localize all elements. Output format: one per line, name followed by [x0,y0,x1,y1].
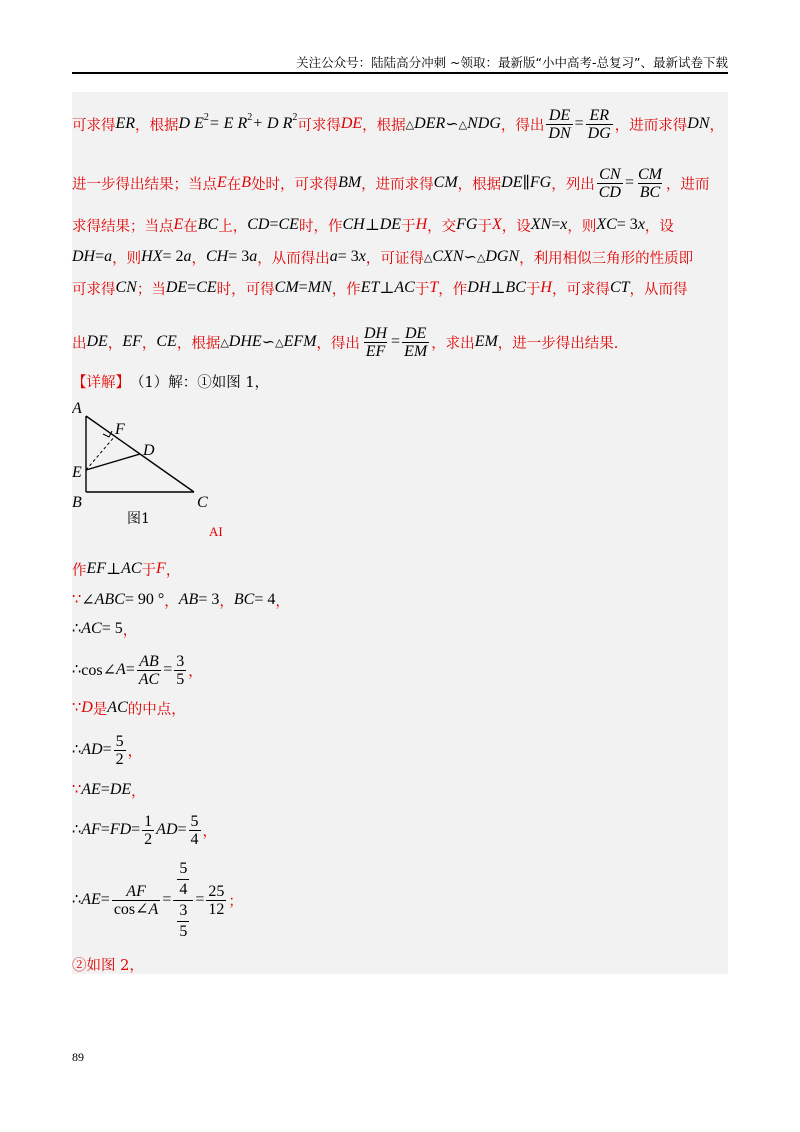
step-line-7 [72,777,728,803]
triangle-symbol: △ [405,118,415,131]
math: EF [86,560,107,577]
math: DH [72,248,96,265]
therefore-symbol: ∴ [72,662,82,678]
analysis-line-5 [72,275,728,301]
math: CH [206,248,229,265]
math: FG [529,174,552,191]
math: DHE [228,333,262,350]
math: AC [394,279,415,296]
compound-fraction: $\frac{\frac{5}{4}}{\frac{3}{5}}$ [173,859,193,942]
math: = [102,741,112,758]
math: DN [687,115,710,132]
text: ， [191,250,206,267]
math: CD [247,216,270,233]
math: AD [156,821,178,838]
text: ，得出 [500,117,545,134]
math: = [131,821,141,838]
math: AD [81,741,103,758]
text: ，进而求得 [361,176,434,193]
text: ，则 [567,218,597,235]
math: BC [505,279,526,296]
math: = 4 [254,591,276,608]
math: = 5 [101,620,123,637]
triangle-symbol: △ [275,336,284,349]
math: + D R [252,115,293,132]
math: = [391,333,401,350]
math: D E [178,115,204,132]
text: ； [228,893,243,910]
text: ，得出 [316,335,360,352]
text: ， [141,335,157,352]
math: = 90 ° [124,591,165,608]
step-line-2 [72,587,728,613]
perp-symbol: ⊥ [364,217,380,234]
text: ，进而 [665,176,710,193]
therefore-symbol: ∴ [72,742,82,758]
math: NDG [467,115,501,132]
math: x [637,216,645,233]
text: ， [164,593,179,610]
label-a: A [72,400,82,417]
math: EFM [283,333,317,350]
header-rule [72,72,728,74]
text: 时，可得 [216,281,275,298]
math: = [551,216,561,233]
triangle-symbol: △ [458,118,468,131]
math: AC [121,560,142,577]
figure-1-diagram [72,397,232,527]
math: a [104,248,113,265]
math: DGN [485,248,520,265]
label-f: F [115,421,125,438]
figure-caption: 图1 [127,511,150,527]
text: ， [202,823,218,840]
step-line-3 [72,616,728,642]
math: DE [379,216,402,233]
math: FD [109,821,132,838]
math: AC [81,620,102,637]
text: 在 [226,176,242,193]
math: H [415,216,428,233]
math: = 2 [162,248,184,265]
math: = 3 [228,248,250,265]
math: = 3 [616,216,638,233]
math: ABC [94,591,125,608]
text: 于 [401,218,416,235]
detail-label: 【详解】 [72,374,130,391]
math: = E R [208,115,248,132]
math: AC [107,699,128,716]
text: ，进一步得出结果. [497,335,619,352]
math: CM [433,174,458,191]
text: ，从而得 [629,281,688,298]
text: ，作 [331,281,361,298]
math: DH [467,279,491,296]
text: ， [131,783,146,800]
therefore-symbol: ∴ [72,892,82,908]
math: E [217,174,227,191]
math: FG [456,216,478,233]
math: CN [115,279,137,296]
triangle-symbol: △ [220,336,229,349]
text: ②如图 2， [72,957,144,974]
math: B [241,174,252,191]
math: = [125,661,135,678]
because-symbol: ∵ [72,592,82,608]
step-line-8 [72,808,728,852]
math: ER [115,115,136,132]
text: 于 [141,562,157,579]
text: 于 [414,281,430,298]
text: 于 [477,218,492,235]
math: T [429,279,439,296]
math: cos∠ [81,662,116,679]
text: ，求出 [431,335,475,352]
math: CT [609,279,630,296]
text: ， [122,622,138,639]
similar-symbol: ∽ [463,249,477,266]
analysis-line-6 [72,318,728,366]
parallel-symbol: ∥ [522,175,530,192]
math-sup: 2 [203,111,209,123]
fraction: $\frac{1}{2}$ [144,812,153,848]
therefore-symbol: ∴ [72,621,82,637]
fraction: $\frac{3}{5}$ [176,652,185,688]
text: 是 [92,701,108,718]
text: 于 [525,281,541,298]
analysis-line-3 [72,212,728,238]
text: ，则 [112,250,142,267]
math-sup: 2 [247,111,253,123]
step-line-1 [72,556,728,582]
math: A [115,661,126,678]
math: = [187,279,197,296]
text: 可求得 [72,281,116,298]
text: ， [107,335,123,352]
math: = [177,821,187,838]
similar-symbol: ∽ [261,334,276,351]
fraction: $\frac{CN}{CD}$ [598,165,621,201]
math: DE [165,279,188,296]
text: 上， [218,218,248,235]
page-header: 关注公众号：陆陆高分冲刺 ~领取：最新版“小中高考-总复习”、最新试卷下载 [296,55,728,70]
text: ，从而得出 [257,250,330,267]
text: ，根据 [135,117,179,134]
text: ， [165,562,181,579]
text: 时，作 [298,218,343,235]
segment-ed [86,454,140,470]
math: AB [178,591,199,608]
math: BC [233,591,255,608]
math: = [298,279,308,296]
page-number: 89 [72,1050,84,1064]
text: 求得结果；当点 [72,218,174,235]
text: ，根据 [362,117,406,134]
text: ， [709,117,725,134]
math: CE [278,216,299,233]
text: ，可证得 [365,250,424,267]
text: ， [188,663,203,680]
math: = [574,115,584,132]
math: BM [338,174,362,191]
analysis-line-2 [72,159,728,207]
math: HX [141,248,163,265]
text: （1）解：①如图 1， [130,374,270,391]
math: E [173,216,184,233]
math: X [491,216,502,233]
text: ，作 [438,281,468,298]
math: CE [156,333,177,350]
perp-symbol: ⊥ [106,561,122,578]
math: = [100,781,110,798]
math: = [100,821,110,838]
text: 作 [72,562,87,579]
fraction: $\frac{5}{2}$ [115,732,124,768]
text: ， [127,743,143,760]
text: 进一步得出结果；当点 [72,176,217,193]
step-line-9 [72,858,728,942]
triangle-symbol: △ [423,251,433,264]
math: MN [307,279,332,296]
segment-ef-dashed [86,436,115,470]
math: D [81,699,93,716]
math: AF [81,821,101,838]
math: CXN [432,248,464,265]
because-symbol: ∵ [72,782,82,798]
math: AE [81,891,101,908]
step-line-4 [72,648,728,692]
analysis-line-1 [72,100,728,148]
text: 在 [183,218,198,235]
therefore-symbol: ∴ [72,822,82,838]
fraction: $\frac{AF}{\cos\angle A}$ [113,882,159,918]
label-b: B [72,494,82,511]
text: ，列出 [551,176,595,193]
math: = [95,248,105,265]
math: a [329,248,338,265]
triangle-symbol: △ [476,251,486,264]
label-e: E [72,464,82,481]
fraction: $\frac{DH}{EF}$ [363,324,388,360]
math: CH [342,216,365,233]
math: EM [474,333,498,350]
math: H [540,279,552,296]
math: = [162,891,172,908]
math: DE [501,174,523,191]
text: ， [275,593,290,610]
perp-symbol: ⊥ [490,280,506,297]
label-c: C [197,494,208,511]
math: x [560,216,568,233]
step-line-10 [72,952,728,976]
text: ，设 [501,218,531,235]
step-line-5 [72,695,728,721]
text: ，根据 [457,176,502,193]
fraction: $\frac{DE}{DN}$ [548,106,571,142]
math: = 3 [337,248,359,265]
text: ，设 [644,218,674,235]
fraction: $\frac{ER}{DG}$ [587,106,611,142]
math: x [358,248,366,265]
detail-heading [72,368,728,394]
math: BC [197,216,219,233]
math: DE [109,781,132,798]
fraction: $\frac{DE}{EM}$ [404,324,428,360]
text: 可求得 [297,117,341,134]
text: ，可求得 [551,281,610,298]
text: 出 [72,335,87,352]
ai-label: AI [209,524,223,539]
fraction: $\frac{AB}{AC}$ [138,652,160,688]
step-line-6 [72,728,728,772]
because-symbol: ∵ [72,700,82,716]
fraction: $\frac{5}{4}$ [190,812,199,848]
math: = [624,174,634,191]
math: ET [360,279,380,296]
math: = 3 [198,591,220,608]
text: 处时，可求得 [251,176,339,193]
text: ，根据 [176,335,221,352]
perp-symbol: ⊥ [379,280,395,297]
angle-symbol: ∠ [81,592,95,609]
text: 可求得 [72,117,116,134]
text: ，进而求得 [614,117,688,134]
math: CM [274,279,299,296]
math: DE [86,333,108,350]
math: XC [596,216,617,233]
math: F [156,560,166,577]
text: ；当 [136,281,166,298]
math: = [163,661,173,678]
text: 的中点， [127,701,186,718]
label-d: D [143,442,155,459]
math-sup: 2 [292,111,298,123]
math: AE [81,781,101,798]
fraction: $\frac{CM}{BC}$ [637,165,662,201]
similar-symbol: ∽ [445,116,459,133]
text: ，交 [427,218,457,235]
fraction: $\frac{25}{12}$ [208,882,225,918]
math: CE [196,279,217,296]
math: = [100,891,110,908]
math: = [195,891,205,908]
math: a [183,248,192,265]
math: DE [340,115,363,132]
solution-content [72,92,728,974]
text: ， [219,593,234,610]
analysis-line-4 [72,244,728,270]
math: XN [530,216,552,233]
math: EF [122,333,142,350]
text: ，利用相似三角形的性质即 [519,250,694,267]
math: = [269,216,279,233]
math: DER [414,115,446,132]
math: a [249,248,258,265]
